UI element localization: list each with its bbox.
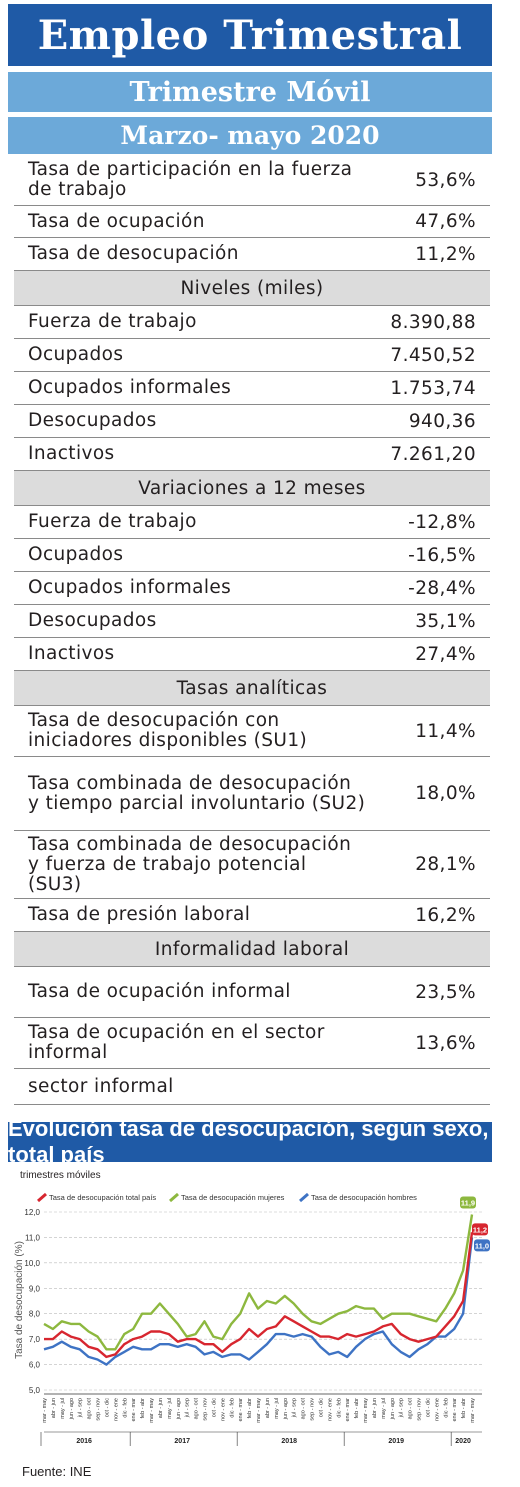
year-label: 2017: [174, 1438, 190, 1445]
row-value: -28,4%: [408, 577, 476, 599]
row-label: Tasa de presión laboral: [28, 904, 251, 925]
x-tick-label: nov - ene: [327, 1398, 334, 1421]
x-tick-label: jun - ago: [68, 1398, 75, 1420]
row-label: Fuerza de trabajo: [28, 311, 197, 332]
row-value: 28,1%: [415, 854, 476, 875]
y-tick-label: 6,0: [28, 1360, 40, 1370]
row-su3: [14, 831, 490, 899]
legend-swatch: [300, 1194, 308, 1201]
legend-label: Tasa de desocupación total país: [49, 1193, 157, 1202]
row-value: 11,4%: [415, 720, 476, 742]
year-label: 2018: [281, 1438, 297, 1445]
x-tick-label: ene - mar: [131, 1398, 138, 1422]
section-informalidad: Informalidad laboral: [14, 932, 490, 967]
x-axis: [41, 1394, 482, 1446]
y-tick-label: 9,0: [28, 1284, 40, 1294]
row-value: 13,6%: [415, 1032, 476, 1054]
x-tick-label: ene - mar: [345, 1398, 352, 1422]
year-label: 2019: [388, 1438, 404, 1445]
row-label: Ocupados informales: [28, 377, 232, 398]
legend-item: [38, 1193, 156, 1202]
row-label: Tasa de desocupación: [28, 243, 239, 264]
x-tick-label: jun - ago: [282, 1398, 289, 1420]
x-tick-label: mar - may: [363, 1398, 369, 1423]
section-tasas: Tasas analíticas: [14, 671, 490, 706]
x-tick-label: may - jul: [59, 1398, 66, 1419]
x-tick-label: mar - may: [42, 1398, 48, 1423]
row-desocupacion: [14, 238, 490, 271]
section-variaciones: Variaciones a 12 meses: [14, 471, 490, 506]
row-value: 47,6%: [415, 211, 476, 232]
x-tick-label: oct - dic: [211, 1398, 218, 1418]
row-value: 940,36: [408, 410, 476, 432]
row-var-ocupados-informales: [14, 572, 490, 605]
row-fuerza-trabajo: [14, 306, 490, 339]
x-tick-label: nov - ene: [220, 1398, 227, 1421]
legend-item: [170, 1193, 285, 1202]
end-label-text: 11,2: [472, 1225, 488, 1235]
chart-series: [44, 1215, 472, 1365]
unemployment-line-chart: [0, 1180, 520, 1480]
x-tick-label: sep - nov: [95, 1398, 102, 1421]
x-tick-label: abr - jun: [371, 1398, 378, 1419]
row-value: -12,8%: [408, 511, 476, 533]
row-label: Tasa combinada de desocupación y tiempo parcial involuntario (SU2): [28, 772, 366, 814]
row-label: Tasa de ocupación informal: [28, 981, 291, 1002]
x-tick-label: sep - nov: [416, 1398, 423, 1421]
row-label: Desocupados: [28, 410, 157, 431]
row-var-ocupados: [14, 539, 490, 572]
x-tick-label: nov - ene: [113, 1398, 120, 1421]
row-var-desocupados: [14, 605, 490, 638]
row-value: -16,5%: [408, 544, 476, 566]
row-label: Tasa de ocupación: [28, 210, 205, 232]
x-tick-label: nov - ene: [434, 1398, 441, 1421]
y-axis-ticks: [24, 1208, 40, 1395]
x-tick-label: jul - sep: [77, 1398, 84, 1418]
y-tick-label: 7,0: [28, 1335, 40, 1345]
row-su2: [14, 757, 490, 831]
x-tick-label: sep - nov: [309, 1398, 316, 1421]
chart-title: Evolución tasa de desocupación, según sexo, total país: [8, 1122, 492, 1162]
end-label-text: 11,9: [460, 1198, 476, 1208]
row-label: Inactivos: [28, 443, 115, 464]
x-tick-label: jul - sep: [184, 1398, 191, 1418]
chart-subtitle: trimestres móviles: [20, 1170, 101, 1181]
page-title: Empleo Trimestral: [8, 4, 492, 66]
x-tick-label: mar - may: [470, 1398, 476, 1423]
y-tick-label: 11,0: [25, 1233, 40, 1243]
row-value: 1.753,74: [390, 377, 476, 399]
row-value: 8.390,88: [390, 311, 476, 333]
x-tick-label: feb - abr: [247, 1398, 254, 1419]
x-tick-label: ago - oct: [300, 1398, 307, 1420]
row-label: Ocupados: [28, 544, 124, 565]
x-tick-label: ene - mar: [238, 1398, 245, 1422]
y-tick-label: 5,0: [28, 1386, 40, 1395]
row-value: 18,0%: [415, 783, 476, 804]
row-var-inactivos: [14, 638, 490, 671]
x-tick-label: ago - oct: [407, 1398, 414, 1420]
x-tick-label: may - jul: [273, 1398, 280, 1419]
row-value: 53,6%: [415, 169, 476, 191]
row-participacion: [14, 155, 490, 206]
row-label: sector informal: [28, 1075, 174, 1097]
x-tick-label: sep - nov: [202, 1398, 209, 1421]
row-label: Ocupados informales: [28, 577, 232, 598]
period-band: Marzo- mayo 2020: [8, 117, 492, 154]
series-line: [44, 1232, 472, 1357]
x-tick-label: ago - oct: [86, 1398, 93, 1420]
row-sector-informal-extra: [14, 1069, 490, 1105]
x-tick-label: dic - feb: [443, 1398, 450, 1418]
row-ocupados-informales: [14, 372, 490, 405]
end-label-text: 11,0: [474, 1241, 490, 1251]
row-ocupados: [14, 339, 490, 372]
x-tick-label: abr - jun: [264, 1398, 271, 1419]
legend-swatch: [38, 1194, 46, 1201]
source-note: Fuente: INE: [22, 1464, 92, 1479]
y-tick-label: 8,0: [28, 1309, 40, 1319]
x-tick-label: ene - mar: [452, 1398, 459, 1422]
y-tick-label: 12,0: [24, 1208, 40, 1217]
x-tick-label: may - jul: [380, 1398, 387, 1419]
series-end-labels: [460, 1197, 490, 1252]
row-su1: [14, 706, 490, 757]
x-tick-label: abr - jun: [50, 1398, 57, 1419]
x-tick-label: feb - abr: [461, 1398, 468, 1419]
x-tick-label: dic - feb: [122, 1398, 129, 1418]
x-tick-label: dic - feb: [229, 1398, 236, 1418]
x-tick-label: oct - dic: [318, 1398, 325, 1418]
series-line: [44, 1237, 472, 1364]
x-tick-label: mar - may: [149, 1398, 155, 1423]
row-label: Desocupados: [28, 610, 157, 631]
x-tick-label: feb - abr: [354, 1398, 361, 1419]
y-tick-label: 10,0: [24, 1258, 40, 1268]
legend-label: Tasa de desocupación mujeres: [181, 1193, 285, 1202]
row-label: Tasa de desocupación con iniciadores disponibles (SU1): [28, 710, 308, 751]
row-label: Inactivos: [28, 643, 115, 664]
row-value: 7.261,20: [390, 443, 476, 465]
legend-item: [300, 1193, 417, 1202]
x-tick-label: abr - jun: [157, 1398, 164, 1419]
row-var-fuerza: [14, 506, 490, 539]
legend-swatch: [170, 1194, 178, 1201]
x-tick-label: jun - ago: [175, 1398, 182, 1420]
year-label: 2020: [455, 1438, 471, 1445]
section-niveles: Niveles (miles): [14, 271, 490, 306]
row-value: 11,2%: [415, 243, 476, 265]
row-label: Tasa de participación en la fuerza de trabajo: [28, 159, 353, 200]
row-sector-informal: [14, 1018, 490, 1069]
x-tick-label: mar - may: [256, 1398, 262, 1423]
x-tick-label: jul - sep: [291, 1398, 298, 1418]
row-label: Ocupados: [28, 344, 124, 365]
row-value: 23,5%: [415, 981, 476, 1003]
row-inactivos: [14, 438, 490, 471]
series-line: [44, 1215, 472, 1350]
row-value: 35,1%: [415, 610, 476, 632]
row-ocupacion: [14, 206, 490, 238]
legend-label: Tasa de desocupación hombres: [311, 1193, 417, 1202]
x-tick-label: jul - sep: [398, 1398, 405, 1418]
x-tick-label: may - jul: [166, 1398, 173, 1419]
row-presion-laboral: [14, 899, 490, 932]
chart-legend: [38, 1193, 417, 1202]
year-label: 2016: [76, 1438, 92, 1445]
row-label: Tasa combinada de desocupación y fuerza de trabajo potencial (SU3): [28, 833, 352, 895]
x-tick-label: dic - feb: [336, 1398, 343, 1418]
x-tick-label: oct - dic: [104, 1398, 111, 1418]
x-tick-label: ago - oct: [193, 1398, 200, 1420]
subtitle-band: Trimestre Móvil: [8, 72, 492, 112]
y-axis-label: Tasa de desocupación (%): [14, 1241, 25, 1359]
row-value: 7.450,52: [390, 344, 476, 366]
x-tick-label: jun - ago: [389, 1398, 396, 1420]
row-value: 16,2%: [415, 904, 476, 926]
row-value: 27,4%: [415, 643, 476, 665]
row-label: Tasa de ocupación en el sector informal: [28, 1022, 325, 1063]
row-desocupados: [14, 405, 490, 438]
row-ocupacion-informal: [14, 967, 490, 1018]
x-tick-label: feb - abr: [140, 1398, 147, 1419]
x-tick-label: oct - dic: [425, 1398, 432, 1418]
row-label: Fuerza de trabajo: [28, 511, 197, 532]
